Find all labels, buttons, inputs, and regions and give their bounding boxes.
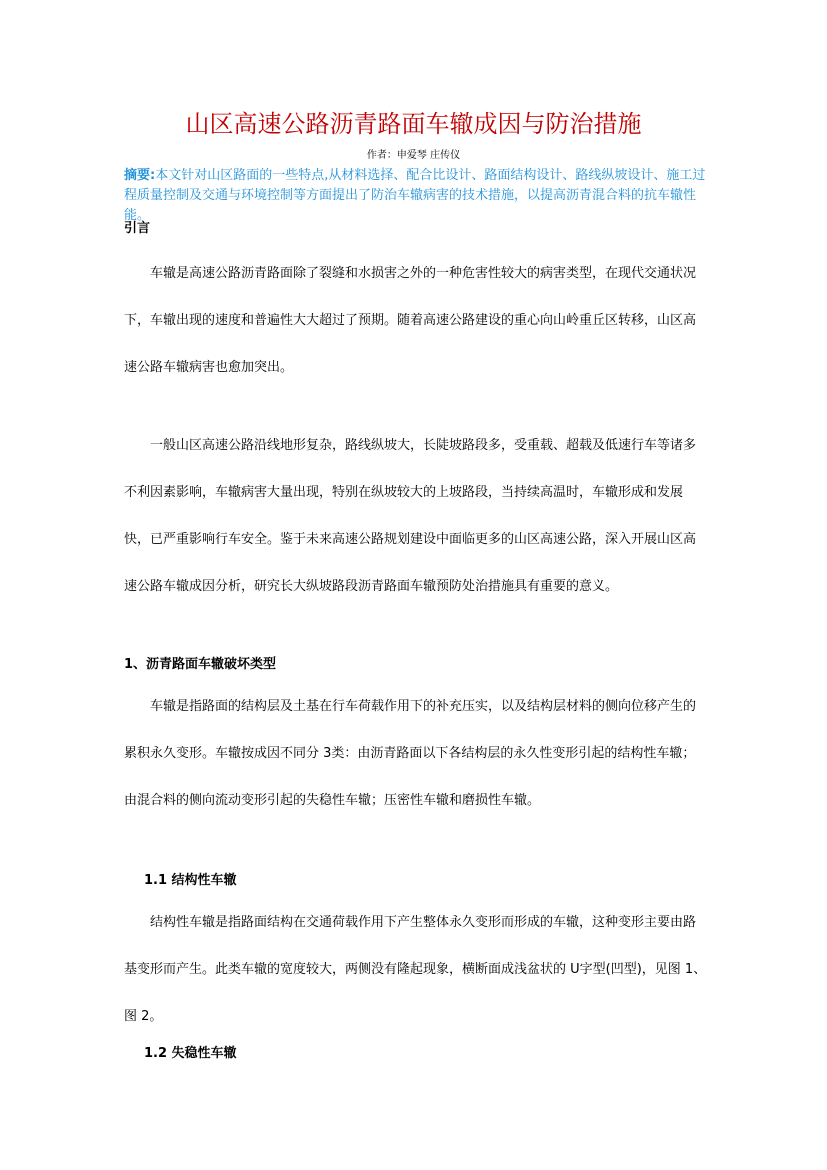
heading-section-1-1: 1.1 结构性车辙 xyxy=(144,873,237,888)
abstract xyxy=(124,166,709,226)
heading-intro: 引言 xyxy=(124,221,151,236)
abstract-text: 本文针对山区路面的一些特点,从材料选择、配合比设计、路面结构设计、路线纵坡设计、施工过程质量控制及交通与环境控制等方面提出了防治车辙病害的技术措施，以提高沥青混合料的抗车辙性能。 xyxy=(124,168,706,223)
document-title: 山区高速公路沥青路面车辙成因与防治措施 xyxy=(185,110,642,138)
paragraph-section-1-1: 结构性车辙是指路面结构在交通荷载作用下产生整体永久变形而形成的车辙，这种变形主要由路基变形而产生。此类车辙的宽度较大，两侧没有隆起现象，横断面成浅盆状的 U字型(凹型)，见图 1、图 2。 xyxy=(124,915,707,1024)
abstract-label: 摘要: xyxy=(124,168,156,183)
paragraph-section-1: 车辙是指路面的结构层及土基在行车荷载作用下的补充压实，以及结构层材料的侧向位移产生的累积永久变形。车辙按成因不同分 3类：由沥青路面以下各结构层的永久性变形引起的结构性车辙；由混合料的侧向流动变形引起的失稳性车辙；压密性车辙和磨损性车辙。 xyxy=(124,699,697,808)
paragraph-intro-2: 一般山区高速公路沿线地形复杂，路线纵坡大，长陡坡路段多，受重载、超载及低速行车等诸多不利因素影响，车辙病害大量出现，特别在纵坡较大的上坡路段，当持续高温时，车辙形成和发展快，已严重影响行车安全。鉴于未来高速公路规划建设中面临更多的山区高速公路，深入开展山区高速公路车辙成因分析，研究长大纵坡路段沥青路面车辙预防处治措施具有重要的意义。 xyxy=(124,438,697,594)
author-line: 作者：申爱琴 庄传仪 xyxy=(366,150,461,161)
paragraph-intro-1: 车辙是高速公路沥青路面除了裂缝和水损害之外的一种危害性较大的病害类型，在现代交通状况下，车辙出现的速度和普遍性大大超过了预期。随着高速公路建设的重心向山岭重丘区转移，山区高速公路车辙病害也愈加突出。 xyxy=(124,266,697,375)
heading-section-1: 1、沥青路面车辙破坏类型 xyxy=(124,657,277,672)
heading-section-1-2: 1.2 失稳性车辙 xyxy=(144,1046,237,1061)
